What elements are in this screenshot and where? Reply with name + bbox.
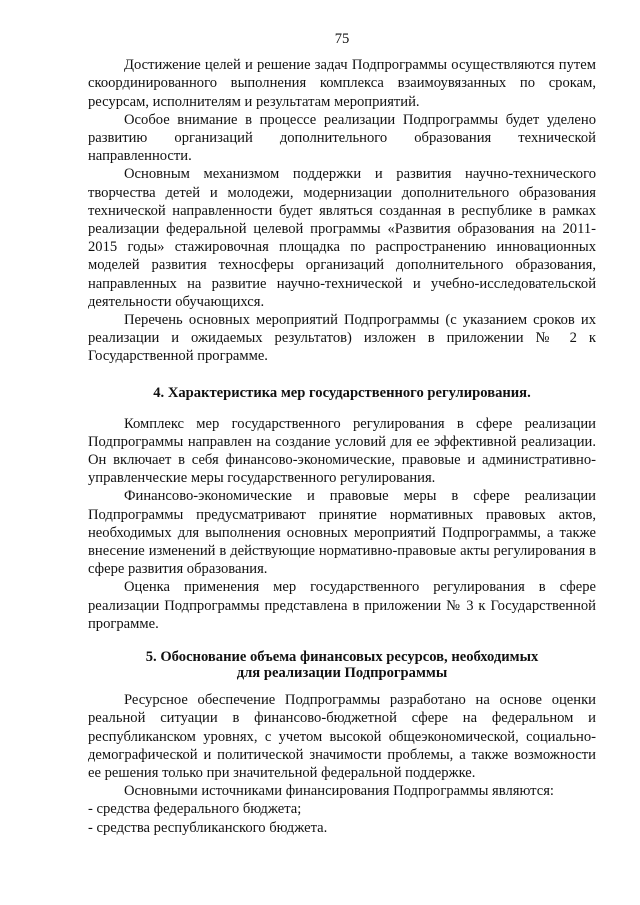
page-number: 75 xyxy=(334,31,350,47)
paragraph: Финансово-экономические и правовые меры в сфере реализации Подпрограммы предусматривают принятие нормативных правовых актов, необходимых для выполнения основных мероприятий Подпрограммы, а также внесение изменений в действующие нормативно-правовые акты регулирования в сфере развития образования. xyxy=(88,488,596,578)
paragraph: Основным механизмом поддержки и развития научно-технического творчества детей и молодежи, модернизации дополнительного образования технической направленности будет являться созданная в республике в рамках реализации федеральной целевой программы «Развития образования на 2011-2015 годы» стажировочная площадка по распространению инновационных моделей развития техносферы организаций дополнительного образования, направленных на развитие научно-технической и учебно-исследовательской деятельности обучающихся. xyxy=(88,166,596,310)
list-item: - средства республиканского бюджета. xyxy=(88,819,328,836)
paragraph: Достижение целей и решение задач Подпрограммы осуществляются путем скоординированного выполнения комплекса взаимоувязанных по срокам, ресурсам, исполнителям и результатам мероприятий. xyxy=(88,57,596,110)
paragraph: Ресурсное обеспечение Подпрограммы разработано на основе оценки реальной ситуации в финансово-бюджетной сфере на федеральном и республиканском уровнях, с учетом высокой общеэкономической, социально-демографической и политической значимости проблемы, а также возможности ее решения только при значительной федеральной поддержке. xyxy=(88,692,596,781)
list-item: - средства федерального бюджета; xyxy=(88,801,302,818)
paragraph: Особое внимание в процессе реализации Подпрограммы будет уделено развитию организаций дополнительного образования технической направленности. xyxy=(88,111,596,165)
paragraph: Основными источниками финансирования Подпрограммы являются: xyxy=(124,783,554,800)
paragraph: Оценка применения мер государственного регулирования в сфере реализации Подпрограммы представлена в приложении № 3 к Государственной программе. xyxy=(88,579,596,632)
section-heading-4: 4. Характеристика мер государственного регулирования. xyxy=(153,384,531,401)
section-heading-5 xyxy=(88,649,596,681)
paragraph: Перечень основных мероприятий Подпрограммы (с указанием сроков их реализации и ожидаемых результатов) изложен в приложении № 2 к Государственной программе. xyxy=(88,312,596,365)
section-heading-5-line2: для реализации Подпрограммы xyxy=(236,665,448,682)
document-page xyxy=(88,30,596,837)
paragraph: Комплекс мер государственного регулирования в сфере реализации Подпрограммы направлен на создание условий для ее эффективной реализации. Он включает в себя финансово-экономические, правовые и административно-управленческие меры государственного регулирования. xyxy=(88,415,596,487)
section-heading-5-line1: 5. Обоснование объема финансовых ресурсов, необходимых xyxy=(145,649,539,666)
